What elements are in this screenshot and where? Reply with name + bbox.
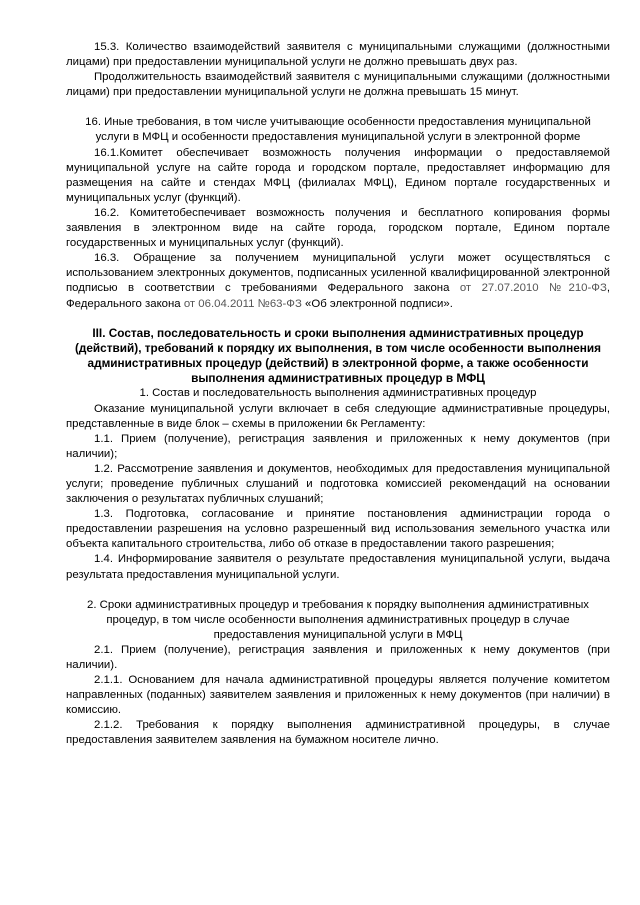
document-page [66, 40, 610, 749]
paragraph-16-1: 16.1.Комитет обеспечивает возможность получения информации о предоставляемой муниципальной услуге на сайте города и городском портале, предоставляет информацию для размещения на сайте и стендах МФЦ (филиалах МФЦ), Едином портале государственных и муниципальных услуг (функций). [66, 146, 610, 204]
paragraph-15-3-interactions: 15.3. Количество взаимодействий заявителя с муниципальными служащими (должностными лицами) при предоставлении муниципальной услуги не должно превышать двух раз. [66, 41, 610, 69]
spacer [66, 312, 610, 326]
spacer [66, 583, 610, 598]
paragraph-intro: Оказание муниципальной услуги включает в себя следующие административные процедуры, представленные в виде блок – схемы в приложении 6к Регламенту: [66, 402, 610, 430]
heading-subsection-1: 1. Состав и последовательность выполнения административных процедур [139, 387, 537, 400]
paragraph-16-3-text-start: 16.3. Обращение за получением муниципальной услуги может осуществляться с использованием электронных документов, подписанных усиленной квалифицированной электронной подписью в соответствии с требованиями Федерального закона [66, 252, 610, 295]
paragraph-2-1-1: 2.1.1. Основанием для начала административной процедуры является получение комитетом направленных (поданных) заявителем заявления и приложенных к нему документов (при наличии) в комиссию. [66, 674, 610, 717]
paragraph-15-3-duration: Продолжительность взаимодействий заявителя с муниципальными служащими (должностными лицами) при предоставлении муниципальной услуги не должна превышать 15 минут. [66, 71, 610, 99]
heading-section-iii: III. Состав, последовательность и сроки выполнения административных процедур (действий), требований к порядку их выполнения, в том числе особенности выполнения административных процедур (действий) в электронной форме, а также особенности выполнения административных процедур в МФЦ [74, 325, 602, 386]
paragraph-16-3-text-end: «Об электронной подписи». [301, 297, 453, 310]
paragraph-1-3: 1.3. Подготовка, согласование и принятие постановления администрации города о предоставлении разрешения на условно разрешенный вид использования земельного участка или объекта капитального строительства, либо об отказе в предоставлении такого разрешения; [66, 508, 610, 551]
heading-subsection-2: 2. Сроки административных процедур и требования к порядку выполнения административных процедур, в том числе особенности выполнения административных процедур в случае предоставления муниципальной услуги в МФЦ [87, 598, 589, 641]
heading-section-16: 16. Иные требования, в том числе учитывающие особенности предоставления муниципальной услуги в МФЦ и особенности предоставления муниципальной услуги в электронной форме [85, 116, 591, 144]
paragraph-16-3-text-mid: , Федерального закона [66, 282, 611, 310]
paragraph-2-1-2: 2.1.2. Требования к порядку выполнения административной процедуры, в случае предоставления заявителем заявления на бумажном носителе лично. [66, 719, 610, 747]
paragraph-16-3 [66, 251, 610, 311]
paragraph-2-1: 2.1. Прием (получение), регистрация заявления и приложенных к нему документов (при наличии). [66, 643, 610, 671]
paragraph-1-1: 1.1. Прием (получение), регистрация заявления и приложенных к нему документов (при наличии); [66, 432, 610, 460]
paragraph-1-4: 1.4. Информирование заявителя о результате предоставления муниципальной услуги, выдача результата предоставления муниципальной услуги. [66, 553, 610, 581]
law-reference-63: от 06.04.2011 №63-ФЗ [183, 297, 302, 310]
spacer [66, 100, 610, 115]
paragraph-1-2: 1.2. Рассмотрение заявления и документов, необходимых для предоставления муниципальной услуги; проведение публичных слушаний и подготовка комиссией рекомендаций на основании заключения о результатах публичных слушаний; [66, 462, 610, 506]
law-reference-210: от 27.07.2010 №210-ФЗ [459, 282, 607, 295]
paragraph-16-2: 16.2. Комитетобеспечивает возможность получения и бесплатного копирования формы заявления в электронном виде на сайте города, городском портале, Едином портале государственных и муниципальных услуг (функций). [66, 206, 610, 250]
